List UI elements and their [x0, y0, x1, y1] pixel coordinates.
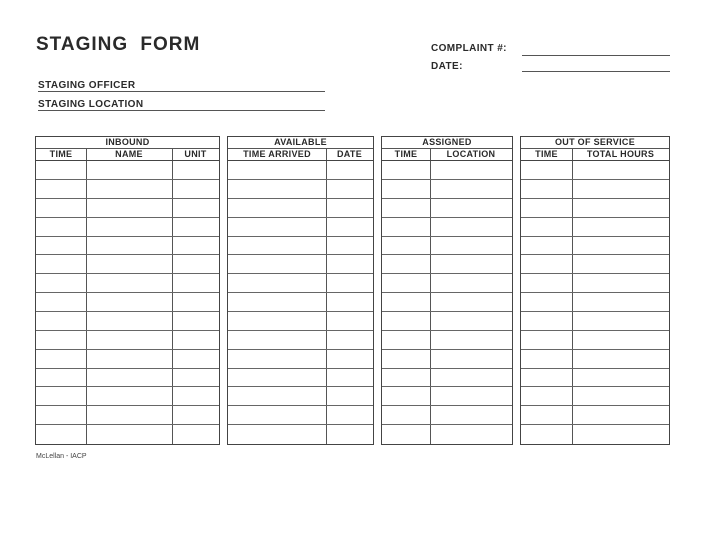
col-header-available-date: DATE: [336, 149, 363, 159]
table-row: [228, 273, 373, 274]
table-row: [36, 349, 219, 350]
section-title-assigned: ASSIGNED: [422, 137, 472, 147]
column-divider: [326, 148, 327, 444]
table-row: [521, 386, 669, 387]
section-title-divider: [382, 148, 512, 149]
table-row: [36, 405, 219, 406]
table-row: [382, 217, 512, 218]
staging-officer-field[interactable]: [38, 91, 325, 92]
table-row: [228, 405, 373, 406]
table-row: [521, 198, 669, 199]
section-assigned: [381, 136, 513, 445]
section-out-of-service: [520, 136, 670, 445]
col-header-inbound-unit: UNIT: [184, 149, 207, 159]
header-divider: [36, 160, 219, 161]
complaint-number-field[interactable]: [522, 55, 670, 56]
table-row: [382, 330, 512, 331]
table-row: [521, 292, 669, 293]
table-row: [521, 217, 669, 218]
table-row: [382, 424, 512, 425]
table-row: [382, 405, 512, 406]
table-row: [521, 368, 669, 369]
column-divider: [572, 148, 573, 444]
table-row: [36, 311, 219, 312]
table-row: [228, 311, 373, 312]
table-row: [36, 330, 219, 331]
table-row: [521, 405, 669, 406]
section-available: [227, 136, 374, 445]
table-row: [36, 424, 219, 425]
table-row: [228, 236, 373, 237]
table-row: [228, 254, 373, 255]
table-row: [521, 311, 669, 312]
table-row: [36, 368, 219, 369]
footer-credit: McLellan - IACP: [36, 453, 87, 460]
staging-location-field[interactable]: [38, 110, 325, 111]
section-title-available: AVAILABLE: [274, 137, 327, 147]
table-row: [521, 424, 669, 425]
col-header-available-time-arrived: TIME ARRIVED: [243, 149, 311, 159]
table-row: [36, 198, 219, 199]
section-title-divider: [228, 148, 373, 149]
col-header-assigned-location: LOCATION: [446, 149, 496, 159]
table-row: [36, 179, 219, 180]
table-row: [36, 217, 219, 218]
table-row: [521, 330, 669, 331]
table-row: [382, 198, 512, 199]
column-divider: [430, 148, 431, 444]
table-row: [382, 273, 512, 274]
date-label: DATE:: [431, 61, 463, 72]
table-row: [36, 386, 219, 387]
col-header-inbound-name: NAME: [115, 149, 143, 159]
staging-officer-label: STAGING OFFICER: [38, 80, 136, 91]
table-row: [382, 386, 512, 387]
header-divider: [382, 160, 512, 161]
table-row: [382, 292, 512, 293]
complaint-number-label: COMPLAINT #:: [431, 43, 507, 54]
table-row: [382, 179, 512, 180]
form-title: STAGING FORM: [36, 34, 201, 55]
table-row: [228, 217, 373, 218]
col-header-inbound-time: TIME: [49, 149, 73, 159]
date-field[interactable]: [522, 71, 670, 72]
table-row: [521, 254, 669, 255]
header-divider: [228, 160, 373, 161]
table-row: [36, 292, 219, 293]
section-title-divider: [521, 148, 669, 149]
section-title-out-of-service: OUT OF SERVICE: [554, 137, 636, 147]
table-row: [228, 292, 373, 293]
section-inbound: [35, 136, 220, 445]
table-row: [521, 273, 669, 274]
table-row: [228, 198, 373, 199]
col-header-assigned-time: TIME: [394, 149, 418, 159]
column-divider: [86, 148, 87, 444]
staging-location-label: STAGING LOCATION: [38, 99, 144, 110]
table-row: [382, 349, 512, 350]
table-row: [228, 330, 373, 331]
table-row: [382, 254, 512, 255]
section-title-divider: [36, 148, 219, 149]
col-header-out-of-service-total-hours: TOTAL HOURS: [586, 149, 655, 159]
table-row: [36, 236, 219, 237]
table-row: [228, 424, 373, 425]
table-row: [521, 236, 669, 237]
section-title-inbound: INBOUND: [105, 137, 150, 147]
table-row: [36, 273, 219, 274]
table-row: [521, 179, 669, 180]
table-row: [521, 349, 669, 350]
table-row: [382, 311, 512, 312]
col-header-out-of-service-time: TIME: [535, 149, 558, 159]
table-row: [228, 179, 373, 180]
table-row: [382, 236, 512, 237]
table-row: [36, 254, 219, 255]
table-row: [382, 368, 512, 369]
table-row: [228, 349, 373, 350]
table-row: [228, 386, 373, 387]
header-divider: [521, 160, 669, 161]
column-divider: [172, 148, 173, 444]
table-row: [228, 368, 373, 369]
